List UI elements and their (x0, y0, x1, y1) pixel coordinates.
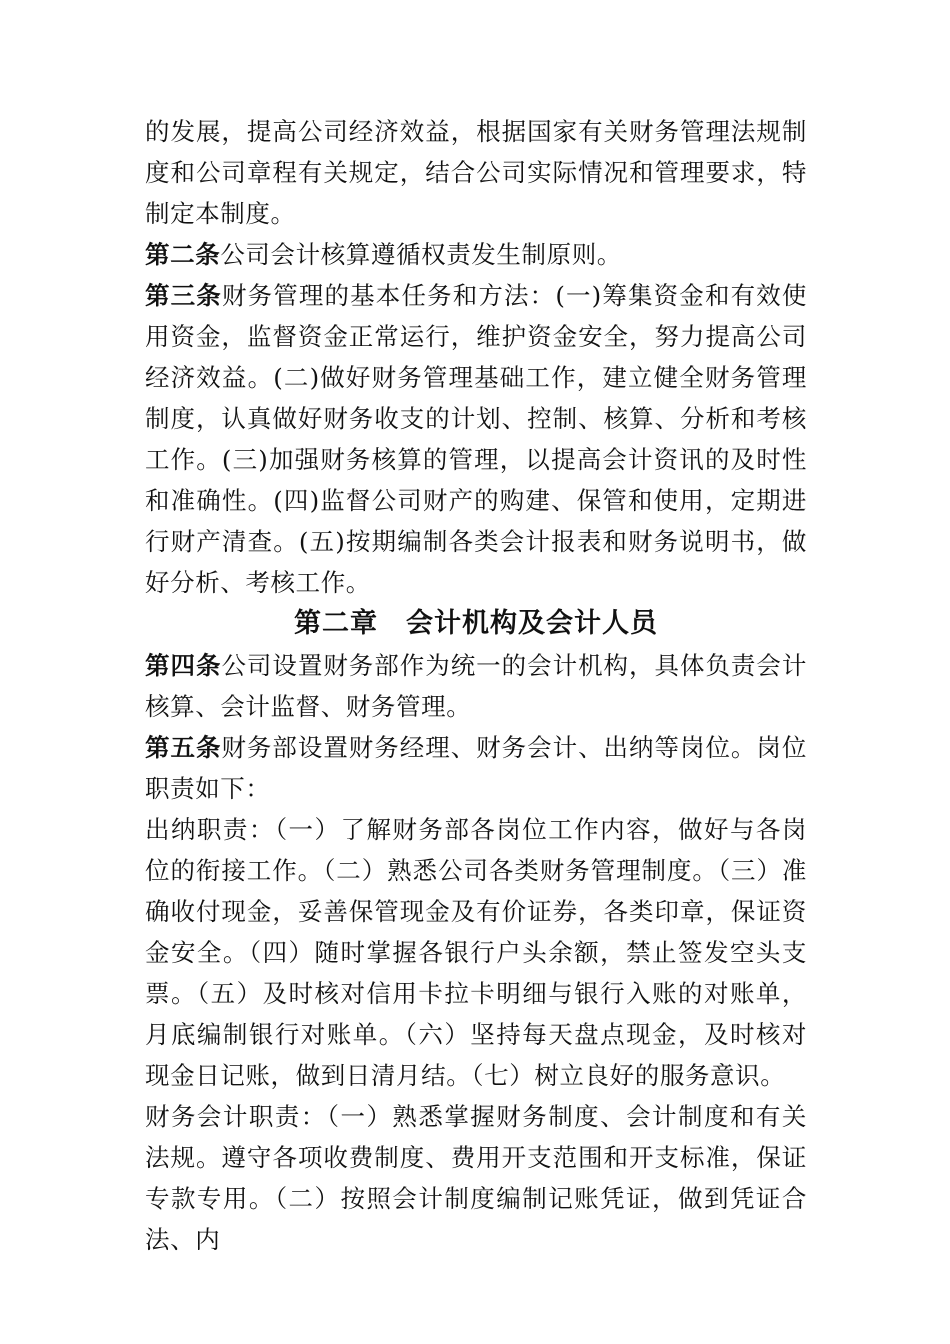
article-5-label: 第五条 (145, 733, 222, 762)
article-5-text: 财务部设置财务经理、财务会计、出纳等岗位。岗位职责如下： (145, 733, 807, 803)
article-4-text: 公司设置财务部作为统一的会计机构，具体负责会计核算、会计监督、财务管理。 (145, 651, 807, 721)
article-3 (145, 275, 807, 603)
article-3-text: 财务管理的基本任务和方法：(一)筹集资金和有效使用资金，监督资金正常运行，维护资金安全，努力提高公司经济效益。(二)做好财务管理基础工作，建立健全财务管理制度，认真做好财务收支的计划、控制、核算、分析和考核工作。(三)加强财务核算的管理，以提高会计资讯的及时性和准确性。(四)监督公司财产的购建、保管和使用，定期进行财产清查。(五)按期编制各类会计报表和财务说明书，做好分析、考核工作。 (145, 281, 807, 597)
intro-paragraph: 的发展，提高公司经济效益，根据国家有关财务管理法规制度和公司章程有关规定，结合公司实际情况和管理要求，特制定本制度。 (145, 117, 807, 228)
article-5 (145, 727, 807, 809)
cashier-duties: 出纳职责：（一）了解财务部各岗位工作内容，做好与各岗位的衔接工作。（二）熟悉公司各类财务管理制度。（三）准确收付现金，妥善保管现金及有价证券，各类印章，保证资金安全。（四）随时掌握各银行户头余额，禁止签发空头支票。（五）及时核对信用卡拉卡明细与银行入账的对账单，月底编制银行对账单。（六）坚持每天盘点现金，及时核对现金日记账，做到日清月结。（七）树立良好的服务意识。 (145, 815, 807, 1090)
article-2 (145, 234, 807, 275)
document-page (145, 111, 807, 1260)
accountant-duties: 财务会计职责：（一）熟悉掌握财务制度、会计制度和有关法规。遵守各项收费制度、费用开支范围和开支标准，保证专款专用。（二）按照会计制度编制记账凭证，做到凭证合法、内 (145, 1102, 807, 1254)
chapter-title: 会计机构及会计人员 (406, 608, 658, 639)
chapter-number: 第二章 (294, 608, 378, 639)
chapter-heading (145, 603, 807, 645)
article-4 (145, 645, 807, 727)
article-3-label: 第三条 (145, 281, 222, 310)
article-4-label: 第四条 (145, 651, 222, 680)
article-2-label: 第二条 (145, 240, 221, 269)
article-2-text: 公司会计核算遵循权责发生制原则。 (220, 240, 622, 269)
